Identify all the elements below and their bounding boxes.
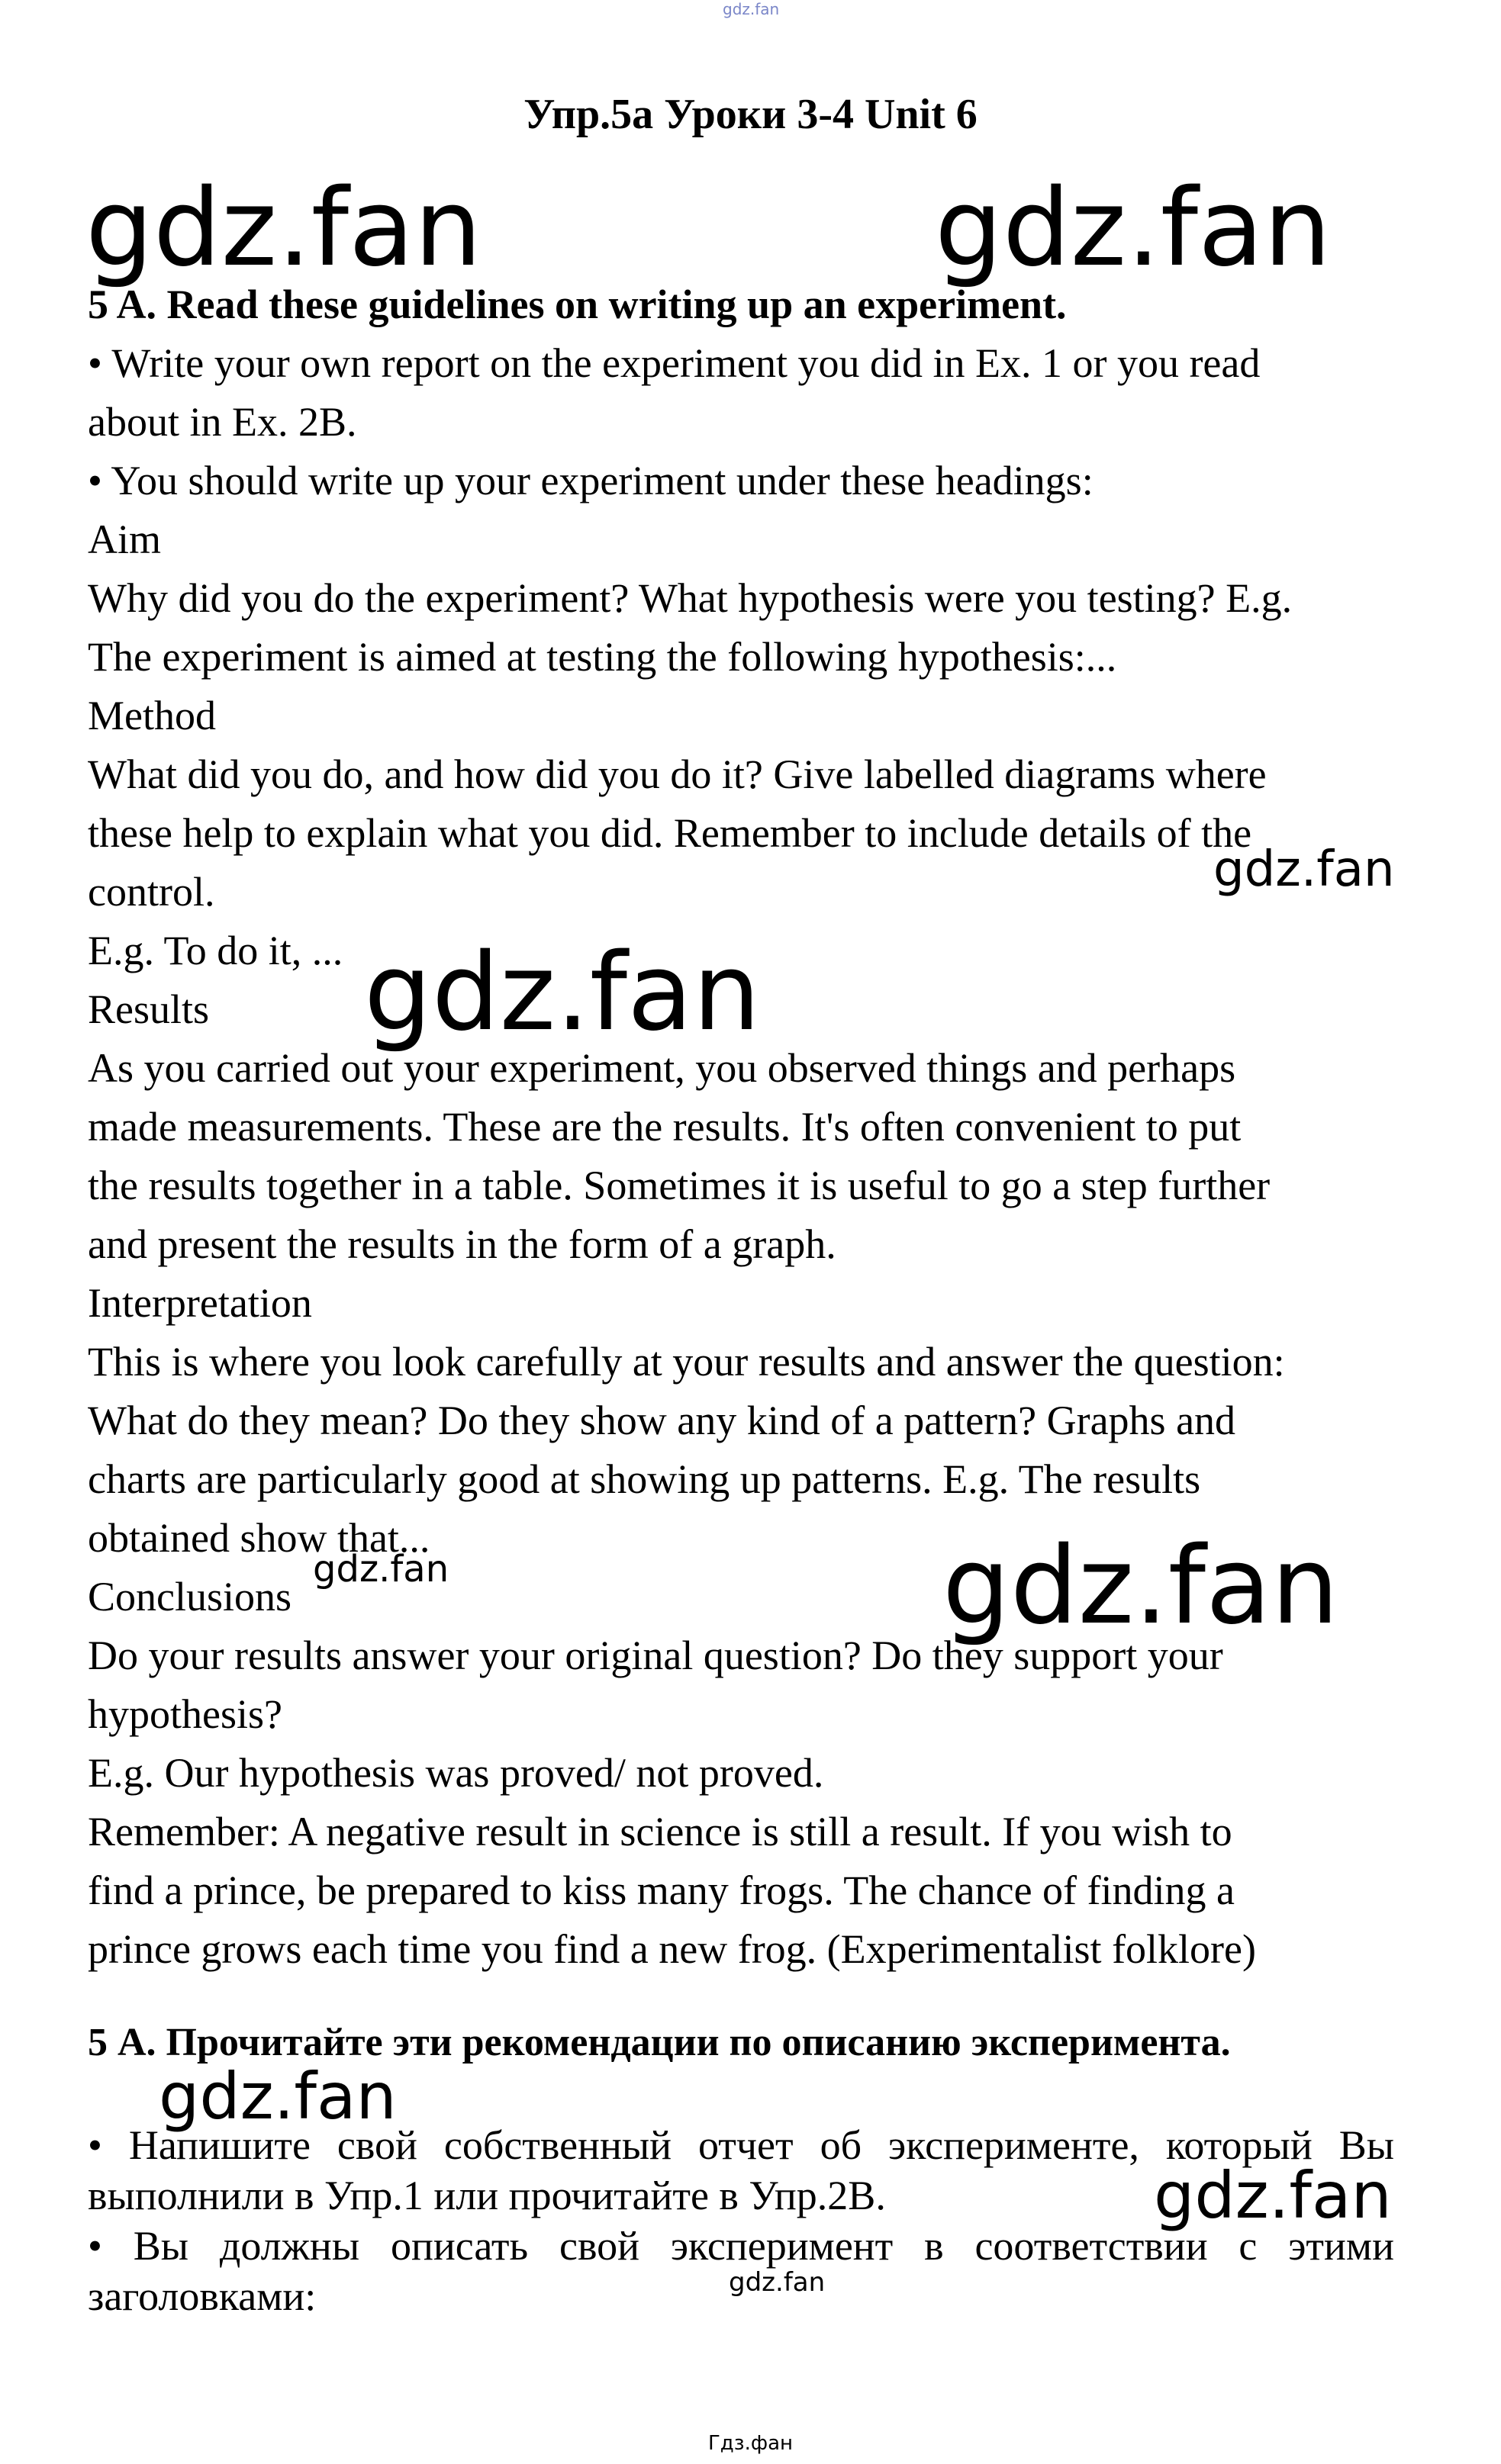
english-line: made measurements. These are the results. It's often convenient to put: [88, 1104, 1242, 1150]
section-heading-results: Results: [88, 986, 210, 1032]
english-line: Why did you do the experiment? What hypothesis were you testing? E.g.: [88, 575, 1293, 621]
english-line: and present the results in the form of a graph.: [88, 1221, 836, 1267]
english-line: about in Ex. 2B.: [88, 399, 357, 445]
english-line: Do your results answer your original question? Do they support your: [88, 1632, 1223, 1678]
watermark: gdz.fan: [942, 1524, 1339, 1649]
english-line: As you carried out your experiment, you observed things and perhaps: [88, 1045, 1236, 1091]
english-line: control.: [88, 869, 215, 915]
page-title: Упр.5а Уроки 3-4 Unit 6: [523, 91, 978, 138]
english-line: obtained show that...: [88, 1515, 430, 1561]
english-line: E.g. Our hypothesis was proved/ not proved.: [88, 1750, 824, 1796]
english-line: • You should write up your experiment under these headings:: [88, 458, 1094, 503]
watermark: gdz.fan: [729, 2267, 826, 2298]
section-heading-interpretation: Interpretation: [88, 1280, 312, 1326]
russian-line: заголовками:: [88, 2273, 317, 2319]
top-watermark: gdz.fan: [723, 0, 780, 18]
russian-line: выполнили в Упр.1 или прочитайте в Упр.2В.: [88, 2173, 886, 2218]
watermark: gdz.fan: [364, 931, 761, 1055]
english-line: • Write your own report on the experiment you did in Ex. 1 or you read: [88, 340, 1261, 386]
footer-mark: Гдз.фан: [707, 2432, 794, 2455]
english-line: This is where you look carefully at your results and answer the question:: [88, 1339, 1285, 1385]
english-line: find a prince, be prepared to kiss many frogs. The chance of finding a: [88, 1867, 1235, 1913]
english-line: The experiment is aimed at testing the following hypothesis:...: [88, 634, 1117, 680]
english-line: the results together in a table. Sometimes it is useful to go a step further: [88, 1163, 1271, 1208]
section-heading-aim: Aim: [88, 516, 162, 562]
english-heading: 5 A. Read these guidelines on writing up an experiment.: [88, 281, 1067, 327]
english-line: hypothesis?: [88, 1691, 282, 1737]
english-line: E.g. To do it, ...: [88, 928, 343, 973]
english-line: What did you do, and how did you do it? Give labelled diagrams where: [88, 751, 1267, 797]
english-line: Remember: A negative result in science is still a result. If you wish to: [88, 1809, 1232, 1854]
english-line: these help to explain what you did. Remember to include details of the: [88, 810, 1252, 856]
english-line: prince grows each time you find a new frog. (Experimentalist folklore): [88, 1926, 1256, 1972]
russian-heading: 5 А. Прочитайте эти рекомендации по описанию эксперимента.: [88, 2021, 1231, 2064]
watermark: gdz.fan: [159, 2059, 397, 2134]
watermark: gdz.fan: [1213, 841, 1395, 898]
english-line: What do they mean? Do they show any kind of a pattern? Graphs and: [88, 1398, 1236, 1443]
russian-line: • Вы должны описать свой эксперимент в соответствии с этими: [88, 2223, 1394, 2269]
watermark: gdz.fan: [935, 166, 1332, 291]
watermark: gdz.fan: [1154, 2158, 1392, 2233]
watermark: gdz.fan: [313, 1548, 449, 1591]
section-heading-conclusions: Conclusions: [88, 1574, 292, 1620]
section-heading-method: Method: [88, 693, 216, 738]
watermark: gdz.fan: [85, 166, 482, 291]
english-line: charts are particularly good at showing up patterns. E.g. The results: [88, 1456, 1201, 1502]
russian-line: • Напишите свой собственный отчет об эксперименте, который Вы: [88, 2122, 1394, 2168]
